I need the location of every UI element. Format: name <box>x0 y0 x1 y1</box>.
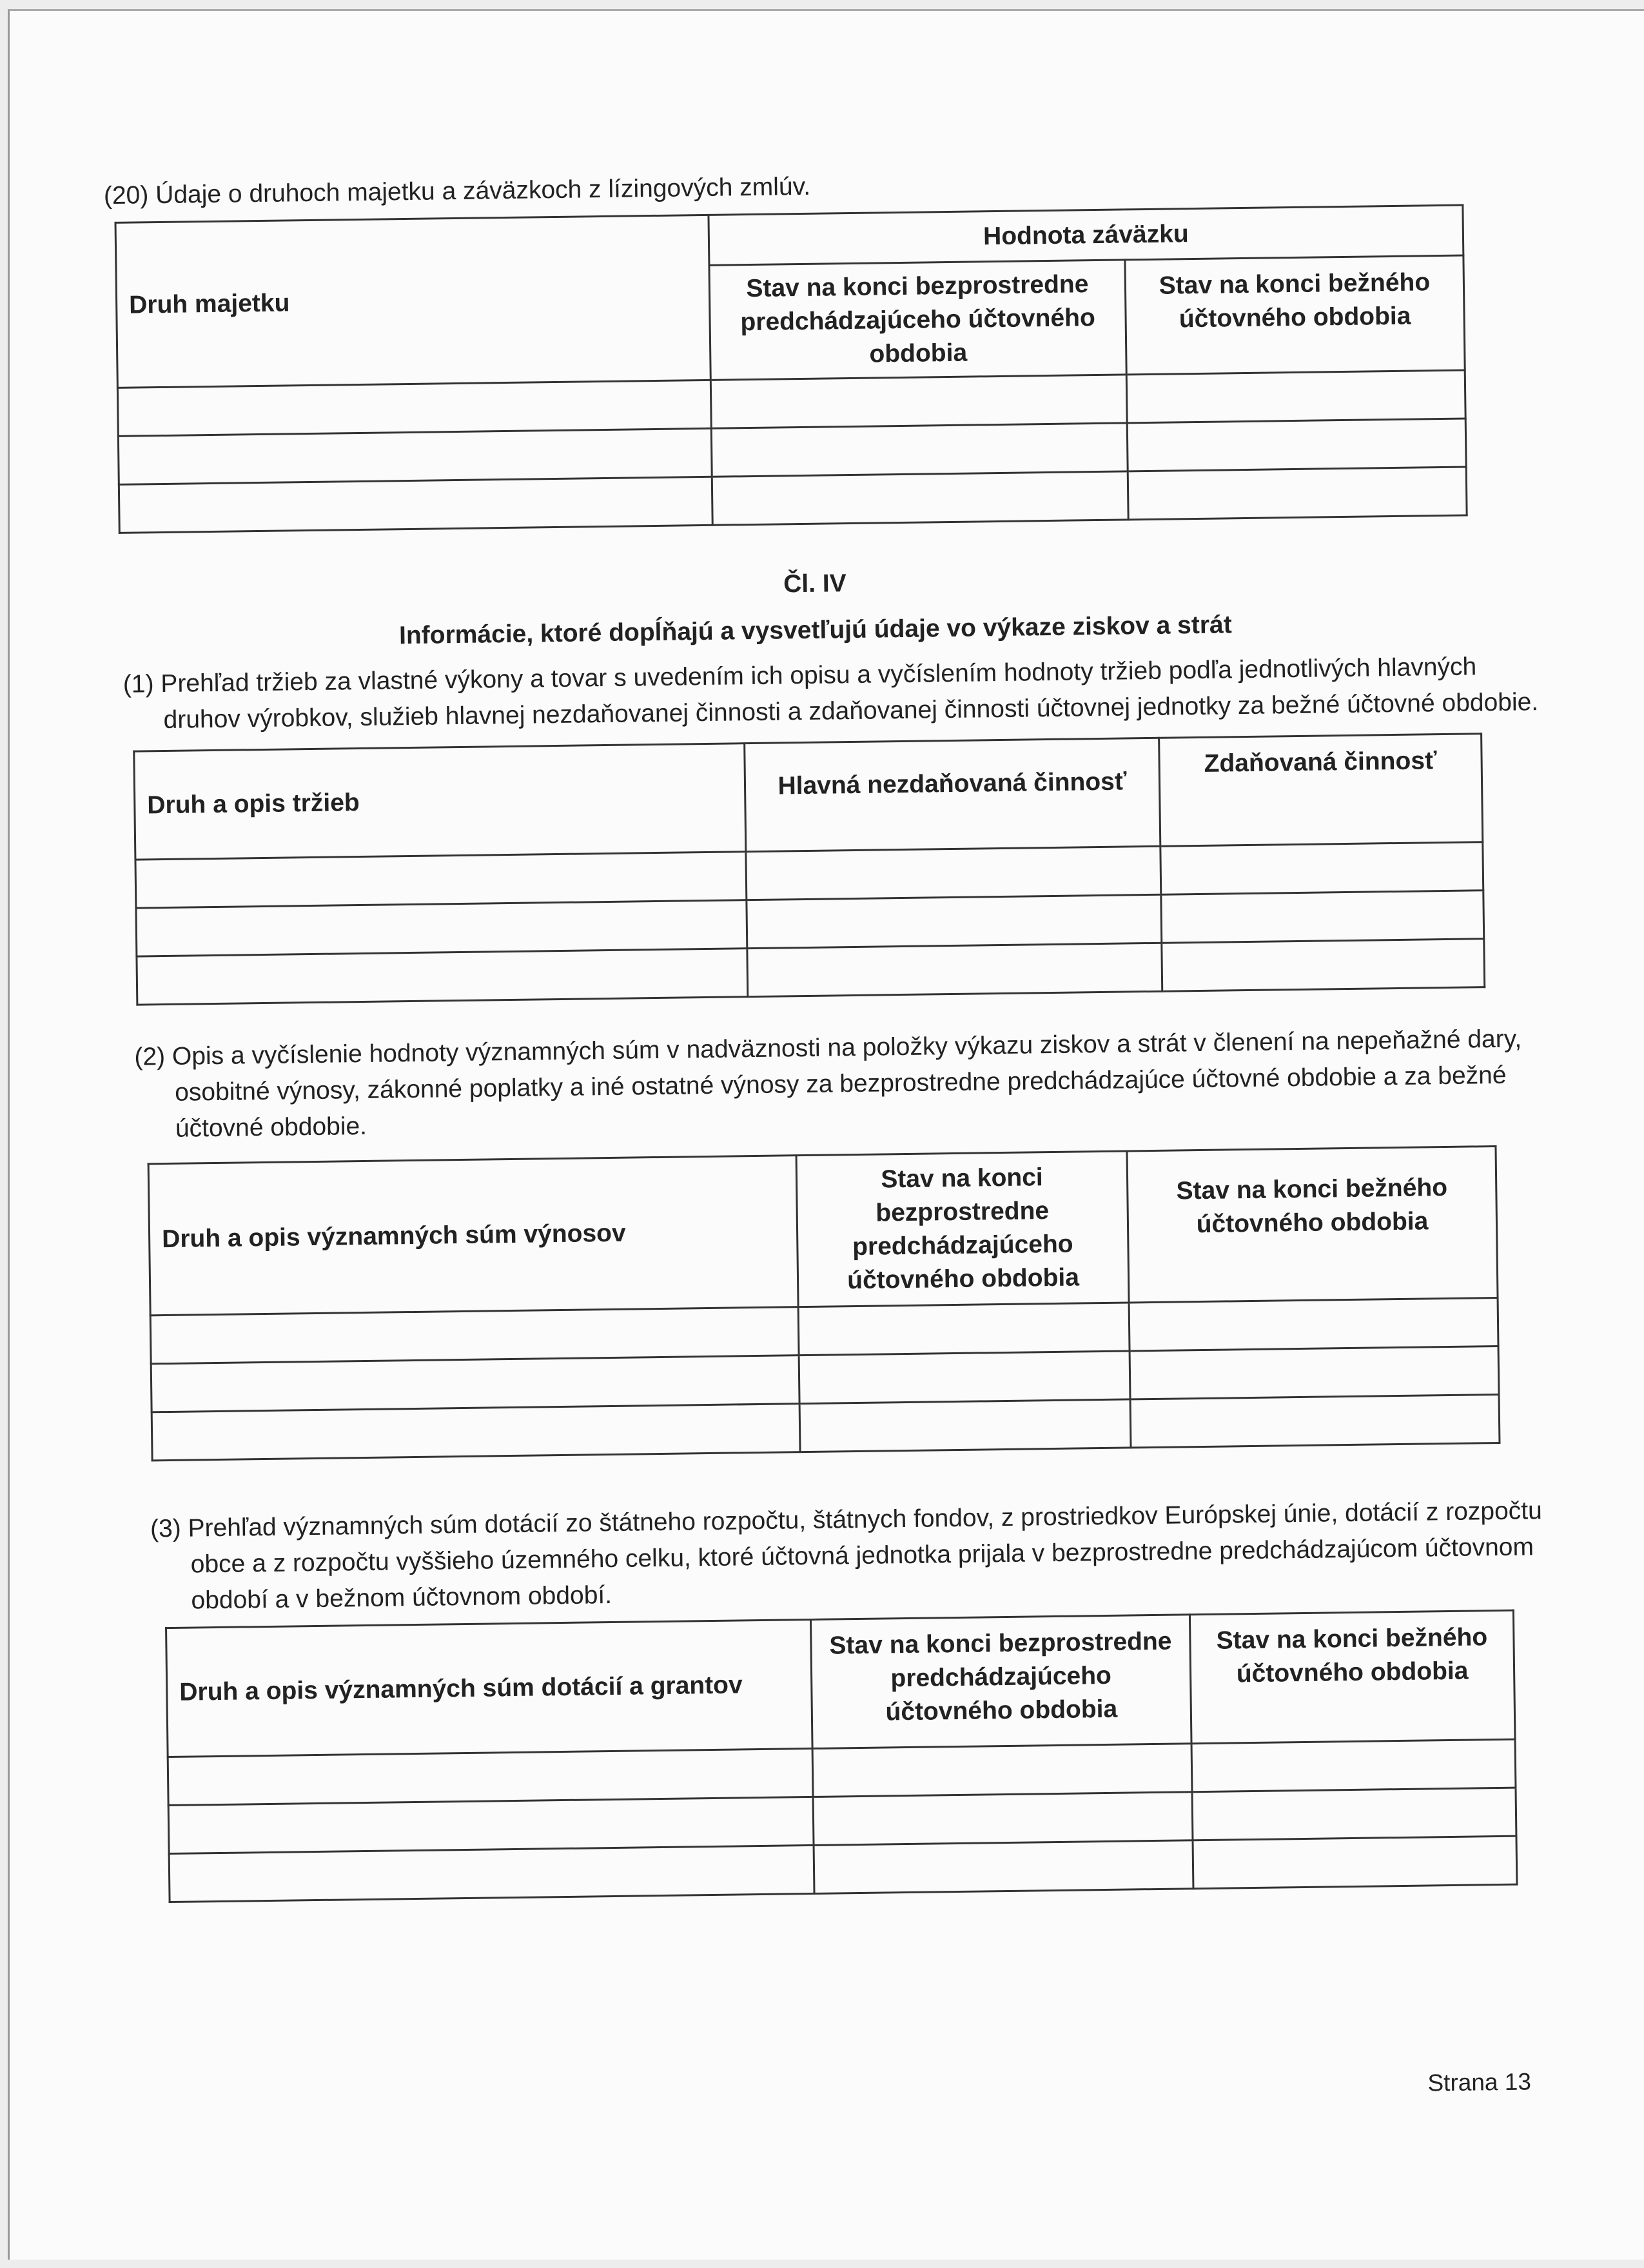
cell[interactable] <box>799 1399 1131 1452</box>
col-prev-period: Stav na konci bezprostredne predchádzajúceho účtovného obdobia <box>709 260 1126 380</box>
cell[interactable] <box>1161 891 1484 943</box>
col-income-type: Druh a opis významných súm výnosov <box>148 1156 798 1316</box>
item-2-line-3: účtovné obdobie. <box>175 1112 367 1143</box>
page-number: Strana 13 <box>1427 2068 1532 2096</box>
cell[interactable] <box>747 943 1162 996</box>
cell[interactable] <box>710 375 1127 428</box>
cell[interactable] <box>169 1845 814 1902</box>
cell[interactable] <box>135 852 747 908</box>
cell[interactable] <box>117 380 711 436</box>
revenue-table <box>133 733 1485 1005</box>
article-heading: Informácie, ktoré dopĺňajú a vysvetľujú údaje vo výkaze ziskov a strát <box>398 611 1232 650</box>
cell[interactable] <box>812 1744 1192 1797</box>
cell[interactable] <box>814 1840 1193 1894</box>
cell[interactable] <box>152 1404 800 1461</box>
item-3-line-1: (3) Prehľad významných súm dotácií zo štátneho rozpočtu, štátnych fondov, z prostriedkov Európskej únie, dotácií z rozpočtu <box>150 1497 1543 1543</box>
cell[interactable] <box>712 471 1128 525</box>
cell[interactable] <box>799 1351 1130 1404</box>
income-table <box>148 1145 1501 1461</box>
col-curr-period: Stav na konci bežného účtovného obdobia <box>1127 1146 1498 1302</box>
cell[interactable] <box>1193 1836 1517 1889</box>
col-prev-period: Stav na konci bezprostredne predchádzajúceho účtovného obdobia <box>810 1615 1191 1749</box>
cell[interactable] <box>118 428 712 484</box>
col-grant-type: Druh a opis významných súm dotácií a grantov <box>166 1619 813 1757</box>
article-number: Čl. IV <box>783 569 846 598</box>
cell[interactable] <box>168 1748 813 1805</box>
item-2-line-2: osobitné výnosy, zákonné poplatky a iné ostatné výnosy za bezprostredne predchádzajúce účtovné obdobie a za bežné <box>174 1061 1507 1107</box>
item-2-line-1: (2) Opis a vyčíslenie hodnoty významných súm v nadväznosti na položky výkazu ziskov a strát v členení na nepeňažné dary, <box>134 1025 1522 1071</box>
cell[interactable] <box>746 846 1161 900</box>
cell[interactable] <box>1128 467 1467 520</box>
cell[interactable] <box>137 949 748 1005</box>
cell[interactable] <box>1127 419 1466 471</box>
cell[interactable] <box>136 900 747 956</box>
col-curr-period: Stav na konci bežného účtovného obdobia <box>1189 1610 1515 1744</box>
col-nontaxed-activity: Hlavná nezdaňovaná činnosť <box>745 738 1160 851</box>
section-20-title: (20) Údaje o druhoch majetku a záväzkoch z lízingových zmlúv. <box>103 172 811 210</box>
cell[interactable] <box>1162 939 1485 992</box>
cell[interactable] <box>1129 1297 1498 1350</box>
cell[interactable] <box>168 1797 814 1853</box>
cell[interactable] <box>150 1307 799 1364</box>
item-3-line-2: obce a z rozpočtu vyššieho územného celku, ktoré účtovná jednotka prijala v bezprostredne predchádzajúcom účtovnom <box>190 1533 1534 1579</box>
cell[interactable] <box>1191 1739 1516 1792</box>
cell[interactable] <box>798 1303 1130 1356</box>
grants-table <box>165 1610 1518 1903</box>
cell[interactable] <box>1192 1788 1516 1840</box>
cell[interactable] <box>119 477 712 533</box>
col-asset-type: Druh majetku <box>115 215 710 388</box>
cell[interactable] <box>1130 1346 1499 1399</box>
liability-value-header: Hodnota záväzku <box>709 205 1463 265</box>
cell[interactable] <box>1126 370 1465 423</box>
item-1-line-1: (1) Prehľad tržieb za vlastné výkony a tovar s uvedením ich opisu a vyčíslením hodnoty tržieb podľa jednotlivých hlavných <box>122 653 1477 698</box>
col-taxed-activity: Zdaňovaná činnosť <box>1159 734 1483 847</box>
cell[interactable] <box>747 894 1162 948</box>
cell[interactable] <box>1160 842 1483 895</box>
cell[interactable] <box>711 423 1128 477</box>
item-1-line-2: druhov výrobkov, služieb hlavnej nezdaňovanej činnosti a zdaňovanej činnosti účtovnej jednotky za bežné účtovné obdobie. <box>163 688 1539 734</box>
cell[interactable] <box>813 1792 1193 1846</box>
cell[interactable] <box>151 1356 799 1412</box>
item-3-line-3: období a v bežnom účtovnom období. <box>191 1581 612 1615</box>
col-curr-period: Stav na konci bežného účtovného obdobia <box>1125 255 1465 375</box>
leasing-table <box>115 204 1468 534</box>
col-revenue-type: Druh a opis tržieb <box>134 744 746 860</box>
cell[interactable] <box>1130 1394 1500 1447</box>
col-prev-period: Stav na konci bezprostredne predchádzajúceho účtovného obdobia <box>796 1151 1129 1307</box>
